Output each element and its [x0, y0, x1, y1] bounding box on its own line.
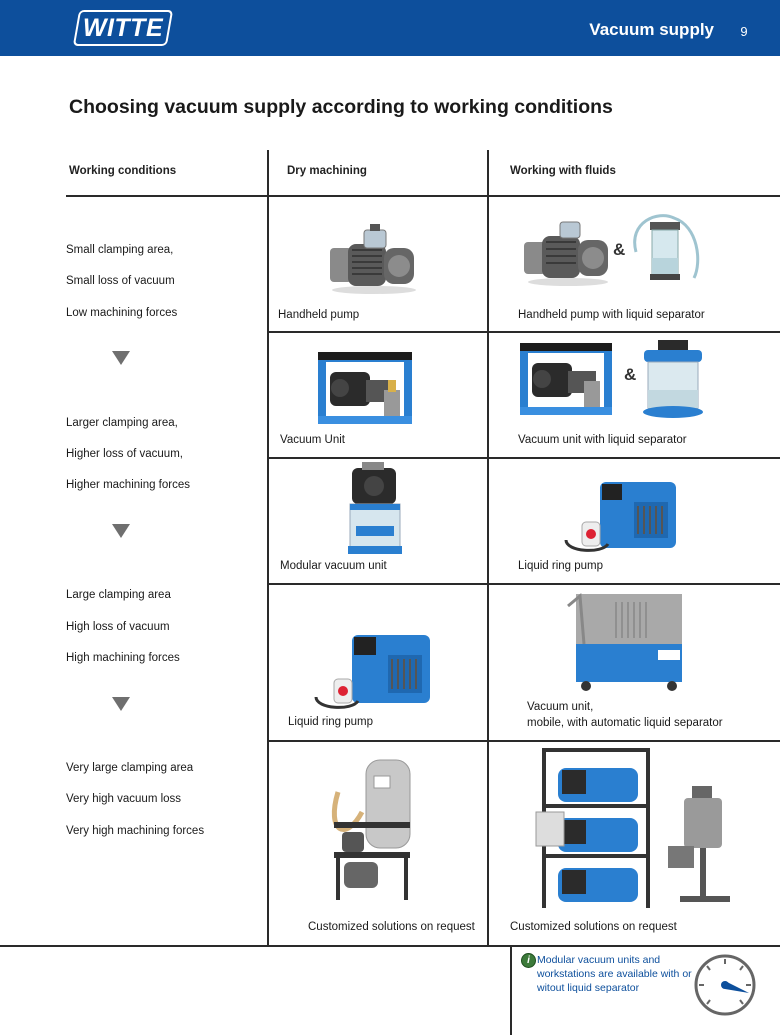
- ampersand-symbol: &: [613, 240, 626, 259]
- header-bar: [0, 0, 780, 56]
- row-divider-2: [267, 457, 780, 459]
- section-title: Vacuum supply: [589, 20, 714, 39]
- condition-text: Large clamping area: [66, 589, 171, 601]
- handheld-pump-image: [324, 222, 420, 294]
- condition-text: Larger clamping area,: [66, 417, 178, 429]
- condition-text: Very high machining forces: [66, 825, 205, 837]
- row-divider-1: [267, 331, 780, 333]
- caption-dry-5: Customized solutions on request: [308, 921, 475, 933]
- footer-divider: [0, 945, 780, 947]
- caption-fluids-4-line1: Vacuum unit,: [527, 701, 594, 713]
- ampersand-symbol: &: [624, 365, 637, 384]
- caption-dry-1: Handheld pump: [278, 309, 360, 321]
- footer-column-divider: [510, 945, 512, 1035]
- header-divider: [66, 195, 780, 197]
- caption-fluids-3: Liquid ring pump: [518, 560, 604, 572]
- column-divider-2: [487, 150, 489, 946]
- condition-text: Very large clamping area: [66, 762, 194, 774]
- page-title: Choosing vacuum supply according to working conditions: [69, 96, 613, 118]
- row-divider-4: [267, 740, 780, 742]
- column-header-dry: Dry machining: [287, 165, 367, 177]
- customized-solution-image: [326, 752, 426, 902]
- caption-dry-2: Vacuum Unit: [280, 434, 345, 446]
- column-header-conditions: Working conditions: [69, 165, 177, 177]
- condition-text: Low machining forces: [66, 307, 178, 319]
- condition-text: High machining forces: [66, 652, 180, 664]
- triangle-down-icon: [112, 697, 130, 711]
- mobile-vacuum-unit-image: [566, 588, 694, 692]
- liquid-ring-pump-image: [562, 476, 684, 556]
- liquid-separator-image: [662, 786, 746, 906]
- info-icon: i: [521, 953, 536, 968]
- caption-fluids-1: Handheld pump with liquid separator: [518, 309, 705, 321]
- condition-text: High loss of vacuum: [66, 621, 170, 633]
- caption-fluids-4-line2: mobile, with automatic liquid separator: [527, 717, 723, 729]
- condition-text: Higher machining forces: [66, 479, 191, 491]
- condition-text: Higher loss of vacuum,: [66, 448, 183, 460]
- condition-text: Very high vacuum loss: [66, 793, 182, 805]
- triangle-down-icon: [112, 351, 130, 365]
- condition-text: Small loss of vacuum: [66, 275, 175, 287]
- vacuum-gauge-icon: [693, 953, 757, 1017]
- witte-logo: [73, 10, 173, 46]
- caption-dry-4: Liquid ring pump: [288, 716, 374, 728]
- page-number: 9: [740, 24, 748, 39]
- customized-solution-image: [522, 746, 662, 914]
- caption-fluids-2: Vacuum unit with liquid separator: [518, 434, 687, 446]
- liquid-separator-image: [628, 212, 704, 284]
- modular-vacuum-unit-image: [342, 462, 408, 558]
- triangle-down-icon: [112, 524, 130, 538]
- vacuum-unit-image: [314, 350, 416, 430]
- handheld-pump-image: [520, 214, 612, 286]
- column-header-fluids: Working with fluids: [510, 165, 616, 177]
- caption-dry-3: Modular vacuum unit: [280, 560, 387, 572]
- liquid-ring-pump-image: [312, 625, 438, 711]
- liquid-separator-image: [640, 340, 706, 420]
- condition-text: Small clamping area,: [66, 244, 174, 256]
- column-divider-1: [267, 150, 269, 946]
- logo-text: WITTE: [82, 13, 164, 42]
- vacuum-unit-image: [516, 341, 616, 421]
- info-note: Modular vacuum units and workstations are available with or witout liquid separator: [537, 954, 692, 994]
- caption-fluids-5: Customized solutions on request: [510, 921, 677, 933]
- row-divider-3: [267, 583, 780, 585]
